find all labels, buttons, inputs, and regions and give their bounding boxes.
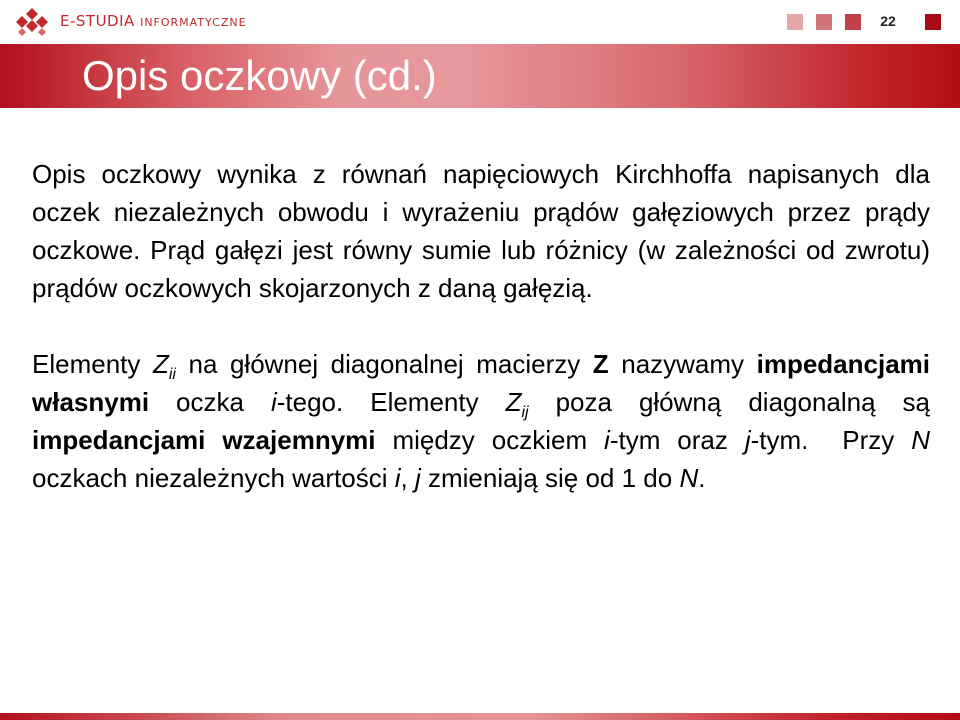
text: -tym oraz — [609, 425, 745, 455]
paragraph-2 — [32, 345, 930, 497]
brand-main: E-STUDIA — [60, 12, 135, 30]
term-self-impedance: impedancjami własnymi — [32, 349, 931, 417]
text: nazywamy — [608, 349, 757, 379]
symbol-n: N — [679, 463, 699, 493]
symbol-i: i — [604, 425, 610, 455]
symbol-z-ij: Z — [505, 387, 522, 417]
square-4 — [925, 14, 941, 30]
text: oczkach niezależnych wartości — [32, 463, 395, 493]
page-number: 22 — [880, 13, 896, 29]
slide-title: Opis oczkowy (cd.) — [82, 52, 437, 99]
subscript-ij: ij — [521, 404, 529, 422]
square-2 — [816, 14, 832, 30]
subscript-ii: ii — [168, 366, 176, 384]
symbol-n: N — [911, 425, 930, 455]
symbol-j: j — [414, 463, 421, 493]
paragraph-1: Opis oczkowy wynika z równań napięciowych Kirchhoffa napisanych dla oczek niezależnych obwodu i wyrażeniu prądów gałęziowych przez prądy oczkowe. Prąd gałęzi jest równy sumie lub różnicy (w zależności od zwrotu) prądów oczkowych skojarzonych z daną gałęzią. — [32, 159, 930, 303]
bottom-bar — [0, 713, 960, 720]
brand-name — [60, 12, 247, 30]
text: między oczkiem — [375, 425, 605, 455]
text: -tego. Elementy — [276, 387, 506, 417]
matrix-z: Z — [592, 349, 609, 379]
text: oczka — [149, 387, 271, 417]
e-studia-logo-icon — [12, 6, 52, 38]
text: -tym. Przy — [750, 425, 912, 455]
square-1 — [787, 14, 803, 30]
header-bar — [0, 0, 960, 44]
symbol-j: j — [744, 425, 751, 455]
symbol-i: i — [270, 387, 277, 417]
text: Elementy — [32, 349, 153, 379]
symbol-z-ii: Z — [152, 349, 169, 379]
text: zmieniają się od 1 do — [420, 463, 680, 493]
term-mutual-impedance: impedancjami wzajemnymi — [32, 425, 376, 455]
symbol-i: i — [394, 463, 401, 493]
slide-content — [32, 155, 930, 497]
text: , — [400, 463, 415, 493]
square-3 — [845, 14, 861, 30]
text: poza główną diagonalną są — [528, 387, 931, 417]
text: . — [698, 463, 706, 493]
text: na głównej diagonalnej macierzy — [175, 349, 593, 379]
brand-sub: INFORMATYCZNE — [140, 16, 247, 29]
